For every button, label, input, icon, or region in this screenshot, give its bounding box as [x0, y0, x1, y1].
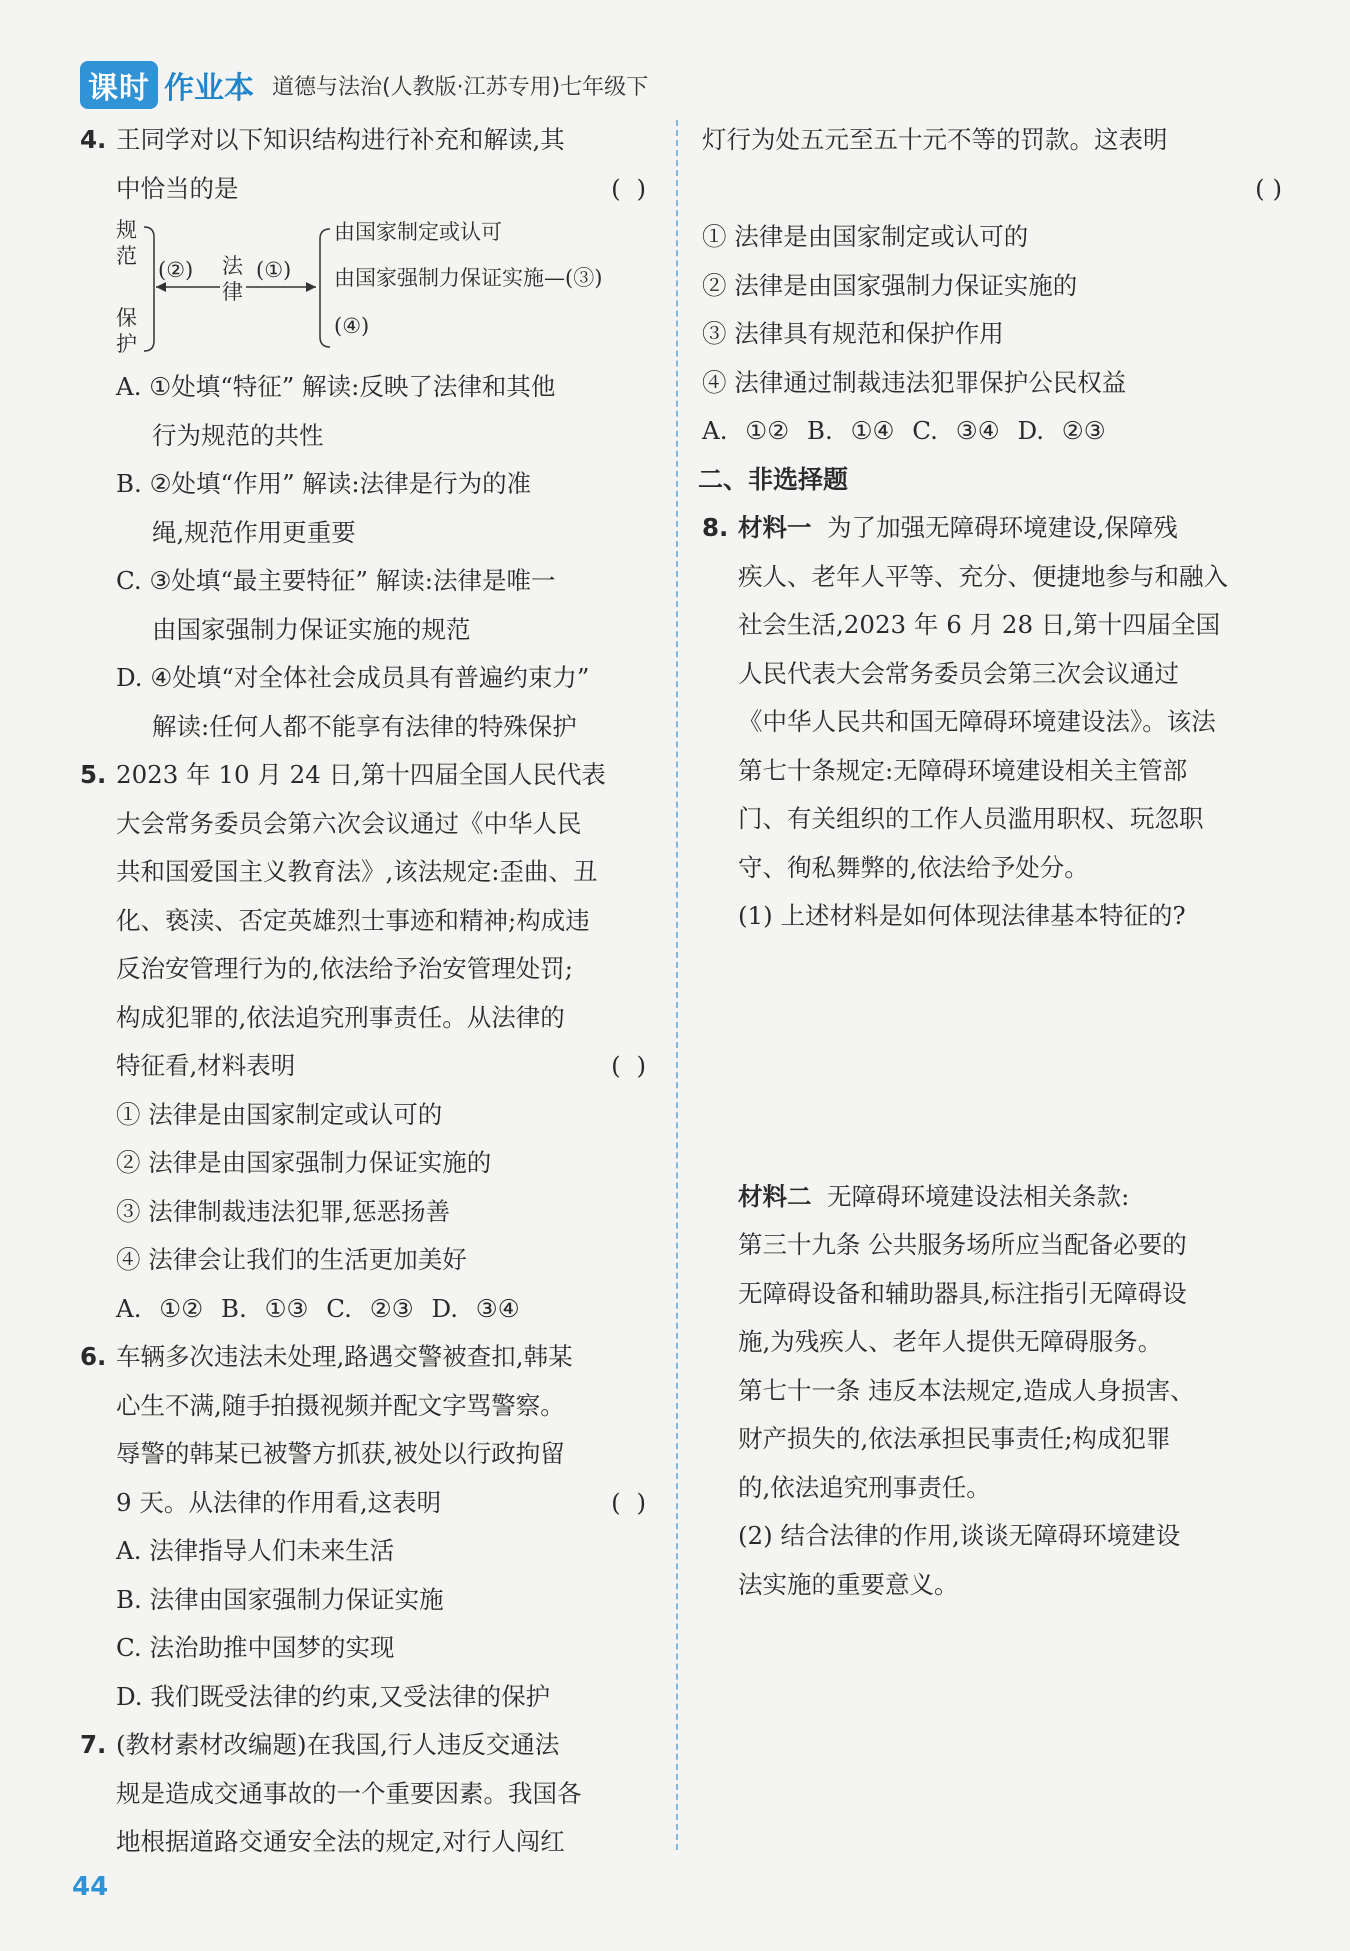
- question-number: 8.: [702, 513, 729, 542]
- question-stem: 特征看,材料表明 ( ): [116, 1042, 650, 1091]
- option-c[interactable]: C. 法治助推中国梦的实现: [116, 1633, 395, 1662]
- option-b[interactable]: B. ②处填“作用” 解读:法律是行为的准: [116, 469, 532, 498]
- question-stem: (教材素材改编题)在我国,行人违反交通法: [116, 1730, 560, 1759]
- logo-text: 作业本: [164, 71, 254, 106]
- statement-item: ① 法律是由国家制定或认可的: [702, 222, 1029, 251]
- question-stem: 反治安管理行为的,依法给予治安管理处罚;: [116, 954, 574, 983]
- statement-item: ④ 法律会让我们的生活更加美好: [116, 1245, 467, 1274]
- material-text: 疾人、老年人平等、充分、便捷地参与和融入: [738, 561, 1228, 591]
- question-stem: 共和国爱国主义教育法》,该法规定:歪曲、丑: [116, 857, 598, 886]
- book-subtitle: 道德与法治(人教版·江苏专用)七年级下: [272, 74, 649, 100]
- sub-question-2: (2) 结合法律的作用,谈谈无障碍环境建设: [738, 1521, 1181, 1550]
- logo-badge: 课时: [80, 61, 158, 109]
- question-stem: 灯行为处五元至五十元不等的罚款。这表明: [702, 125, 1168, 154]
- sub-question-1: (1) 上述材料是如何体现法律基本特征的?: [738, 901, 1186, 930]
- material-text: 社会生活,2023 年 6 月 28 日,第十四届全国: [738, 610, 1221, 639]
- question-stem: 车辆多次违法未处理,路遇交警被查扣,韩某: [116, 1342, 573, 1371]
- question-stem: 9 天。从法律的作用看,这表明 ( ): [116, 1479, 650, 1528]
- answer-blank[interactable]: ( ): [611, 1487, 650, 1517]
- diagram-branch-3: (④): [334, 314, 370, 338]
- question-stem: 化、亵渎、否定英雄烈士事迹和精神;构成违: [116, 905, 590, 935]
- question-stem: 规是造成交通事故的一个重要因素。我国各: [116, 1778, 582, 1808]
- question-number: 7.: [80, 1730, 107, 1759]
- material-1-first: 材料一 为了加强无障碍环境建设,保障残: [738, 513, 1178, 542]
- question-7: [80, 1721, 650, 1867]
- diagram-branch-2: 由国家强制力保证实施—(③): [334, 266, 603, 290]
- material-text: 第三十九条 公共服务场所应当配备必要的: [738, 1230, 1187, 1259]
- diagram-blank-2: (②): [158, 258, 194, 282]
- material-text: 人民代表大会常务委员会第三次会议通过: [738, 658, 1179, 688]
- option-b[interactable]: B. 法律由国家强制力保证实施: [116, 1584, 444, 1614]
- question-stem: 地根据道路交通安全法的规定,对行人闯红: [116, 1827, 565, 1856]
- option-c[interactable]: C. ③处填“最主要特征” 解读:法律是唯一: [116, 566, 556, 595]
- option-d[interactable]: D. ④处填“对全体社会成员具有普遍约束力”: [116, 663, 590, 692]
- section-heading: 二、非选择题: [698, 464, 849, 494]
- question-stem: 2023 年 10 月 24 日,第十四届全国人民代表: [116, 760, 606, 789]
- answer-blank[interactable]: ( ): [611, 173, 650, 203]
- question-stem: 构成犯罪的,依法追究刑事责任。从法律的: [116, 1002, 565, 1032]
- question-stem: 大会常务委员会第六次会议通过《中华人民: [116, 808, 582, 838]
- right-column: [698, 116, 1282, 1609]
- statement-item: ③ 法律制裁违法犯罪,惩恶扬善: [116, 1196, 451, 1226]
- option-d-cont: 解读:任何人都不能享有法律的特殊保护: [152, 711, 577, 741]
- material-text: 的,依法追究刑事责任。: [738, 1472, 991, 1502]
- question-number: 5.: [80, 760, 107, 789]
- material-text: 第七十条规定:无障碍环境建设相关主管部: [738, 755, 1188, 785]
- option-a-cont: 行为规范的共性: [152, 420, 324, 450]
- question-stem: 中恰当的是 ( ): [116, 165, 650, 214]
- material-text: 第七十一条 违反本法规定,造成人身损害、: [738, 1375, 1195, 1405]
- statement-item: ③ 法律具有规范和保护作用: [702, 319, 1004, 348]
- material-text: 《中华人民共和国无障碍环境建设法》。该法: [738, 707, 1216, 736]
- answer-space-1[interactable]: [738, 941, 1282, 1173]
- option-a[interactable]: A. ①处填“特征” 解读:反映了法律和其他: [116, 372, 556, 401]
- option-a[interactable]: A. 法律指导人们未来生活: [116, 1536, 395, 1565]
- sub-question-2-cont: 法实施的重要意义。: [738, 1569, 959, 1599]
- statement-item: ① 法律是由国家制定或认可的: [116, 1099, 443, 1129]
- material-text: 门、有关组织的工作人员滥用职权、玩忽职: [738, 804, 1204, 833]
- diagram-label-protect: 保护: [116, 306, 137, 356]
- material-text: 守、徇私舞弊的,依法给予处分。: [738, 852, 1089, 882]
- statement-item: ② 法律是由国家强制力保证实施的: [702, 270, 1078, 300]
- question-number: 6.: [80, 1342, 107, 1371]
- question-8: [702, 504, 1282, 1609]
- material-text: 财产损失的,依法承担民事责任;构成犯罪: [738, 1424, 1171, 1453]
- diagram-label-law: 法律: [222, 254, 243, 304]
- diagram-blank-1: (①): [256, 258, 292, 282]
- diagram-label-norm: 规范: [116, 218, 137, 268]
- left-column: [80, 116, 650, 1867]
- header: [80, 62, 648, 108]
- answer-blank[interactable]: ( ): [611, 1051, 650, 1080]
- question-stem: 辱警的韩某已被警方抓获,被处以行政拘留: [116, 1439, 565, 1468]
- option-b-cont: 绳,规范作用更重要: [152, 517, 356, 547]
- question-5: [80, 751, 650, 1333]
- option-d[interactable]: D. 我们既受法律的约束,又受法律的保护: [116, 1681, 551, 1711]
- statement-item: ② 法律是由国家强制力保证实施的: [116, 1148, 492, 1177]
- page-number: 44: [72, 1872, 109, 1902]
- material-text: 施,为残疾人、老年人提供无障碍服务。: [738, 1327, 1163, 1356]
- option-c-cont: 由国家强制力保证实施的规范: [152, 614, 471, 644]
- diagram-branch-1: 由国家制定或认可: [334, 220, 502, 244]
- answer-options[interactable]: A. ①② B. ①④ C. ③④ D. ②③: [702, 416, 1106, 445]
- statement-item: ④ 法律通过制裁违法犯罪保护公民权益: [702, 367, 1127, 397]
- material-2-first: 材料二 无障碍环境建设法相关条款:: [738, 1181, 1130, 1211]
- question-stem: 王同学对以下知识结构进行补充和解读,其: [116, 125, 565, 154]
- question-4: [80, 116, 650, 213]
- question-stem: 心生不满,随手拍摄视频并配文字骂警察。: [116, 1390, 565, 1420]
- material-text: 无障碍设备和辅助器具,标注指引无障碍设: [738, 1278, 1187, 1308]
- answer-blank[interactable]: ( ): [1255, 173, 1282, 203]
- answer-options[interactable]: A. ①② B. ①③ C. ②③ D. ③④: [116, 1293, 520, 1323]
- question-number: 4.: [80, 125, 107, 154]
- question-6: [80, 1333, 650, 1721]
- column-divider: [676, 120, 678, 1850]
- knowledge-structure-diagram: [116, 213, 650, 363]
